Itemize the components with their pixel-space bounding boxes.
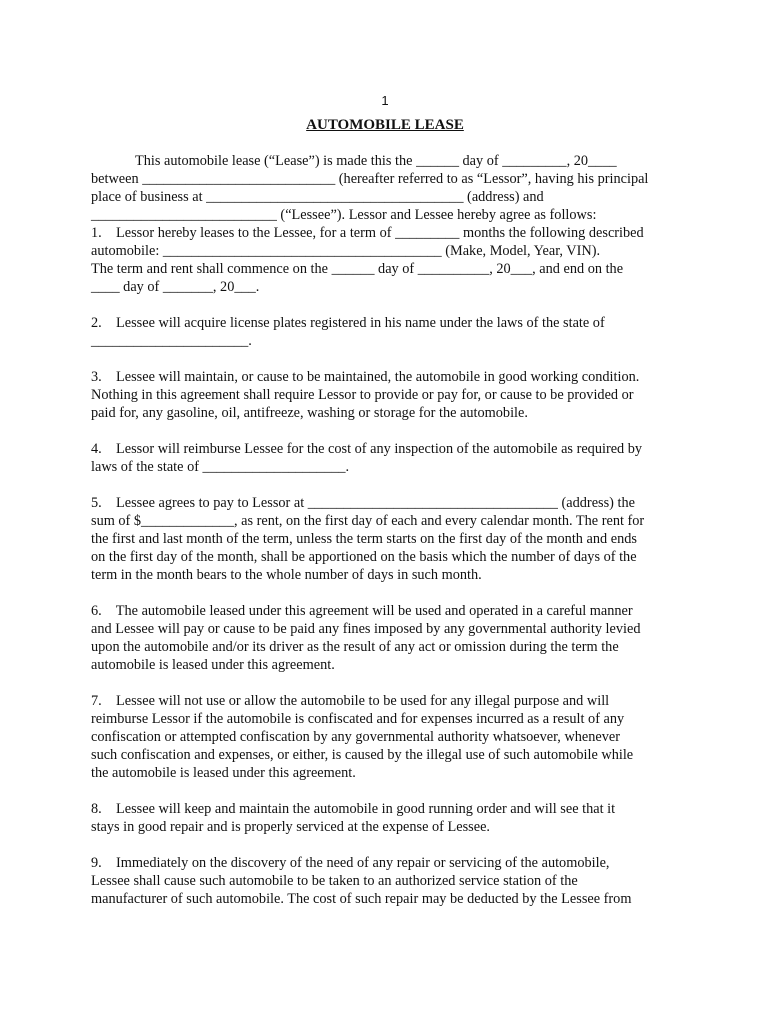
clause-1: 1. Lessor hereby leases to the Lessee, for a term of _________ months the following described automobile: _______________________________________ (Make, Model, Year, VIN). The term and rent shall commence on the ______ day of __________, 20___, and end on the ____ day of _______, 20___. xyxy=(91,225,644,295)
document-title: AUTOMOBILE LEASE xyxy=(306,117,464,133)
clause-9: 9. Immediately on the discovery of the need of any repair or servicing of the automobile, Lessee shall cause such automobile to be taken to an authorized service station of the manufacturer of such automobile. The cost of such repair may be deducted by the Lessee from xyxy=(91,855,632,907)
intro-paragraph: This automobile lease (“Lease”) is made this the ______ day of _________, 20____ between ___________________________ (hereafter referred to as “Lessor”, having his principal place of business at ____________________________________ (address) and __________________________ (“Lessee”). Lessor and Lessee hereby agree as follows: xyxy=(91,153,649,223)
clause-4: 4. Lessor will reimburse Lessee for the cost of any inspection of the automobile as required by laws of the state of ____________________. xyxy=(91,441,643,475)
clause-8: 8. Lessee will keep and maintain the automobile in good running order and will see that it stays in good repair and is properly serviced at the expense of Lessee. xyxy=(91,801,616,835)
clause-6: 6. The automobile leased under this agreement will be used and operated in a careful manner and Lessee will pay or cause to be paid any fines imposed by any governmental authority levied upon the automobile and/or its driver as the result of any act or omission during the term the automobile is leased under this agreement. xyxy=(91,603,641,673)
document-body xyxy=(91,152,681,908)
clause-2: 2. Lessee will acquire license plates registered in his name under the laws of the state of ______________________. xyxy=(91,315,605,349)
page-number: 1 xyxy=(381,93,389,108)
clause-3: 3. Lessee will maintain, or cause to be maintained, the automobile in good working condition. Nothing in this agreement shall require Lessor to provide or pay for, or cause to be provided or paid for, any gasoline, oil, antifreeze, washing or storage for the automobile. xyxy=(91,369,640,421)
clause-5: 5. Lessee agrees to pay to Lessor at ___________________________________ (address) the sum of $_____________, as rent, on the first day of each and every calendar month. The rent for the first and last month of the term, unless the term starts on the first day of the month and ends on the first day of the month, shall be apportioned on the basis which the number of days of the term in the month bears to the whole number of days in such month. xyxy=(91,495,645,583)
clause-7: 7. Lessee will not use or allow the automobile to be used for any illegal purpose and will reimburse Lessor if the automobile is confiscated and for expenses incurred as a result of any confiscation or attempted confiscation by any governmental authority whatsoever, whenever such confiscation and expenses, or either, is caused by the illegal use of such automobile while the automobile is leased under this agreement. xyxy=(91,693,634,781)
